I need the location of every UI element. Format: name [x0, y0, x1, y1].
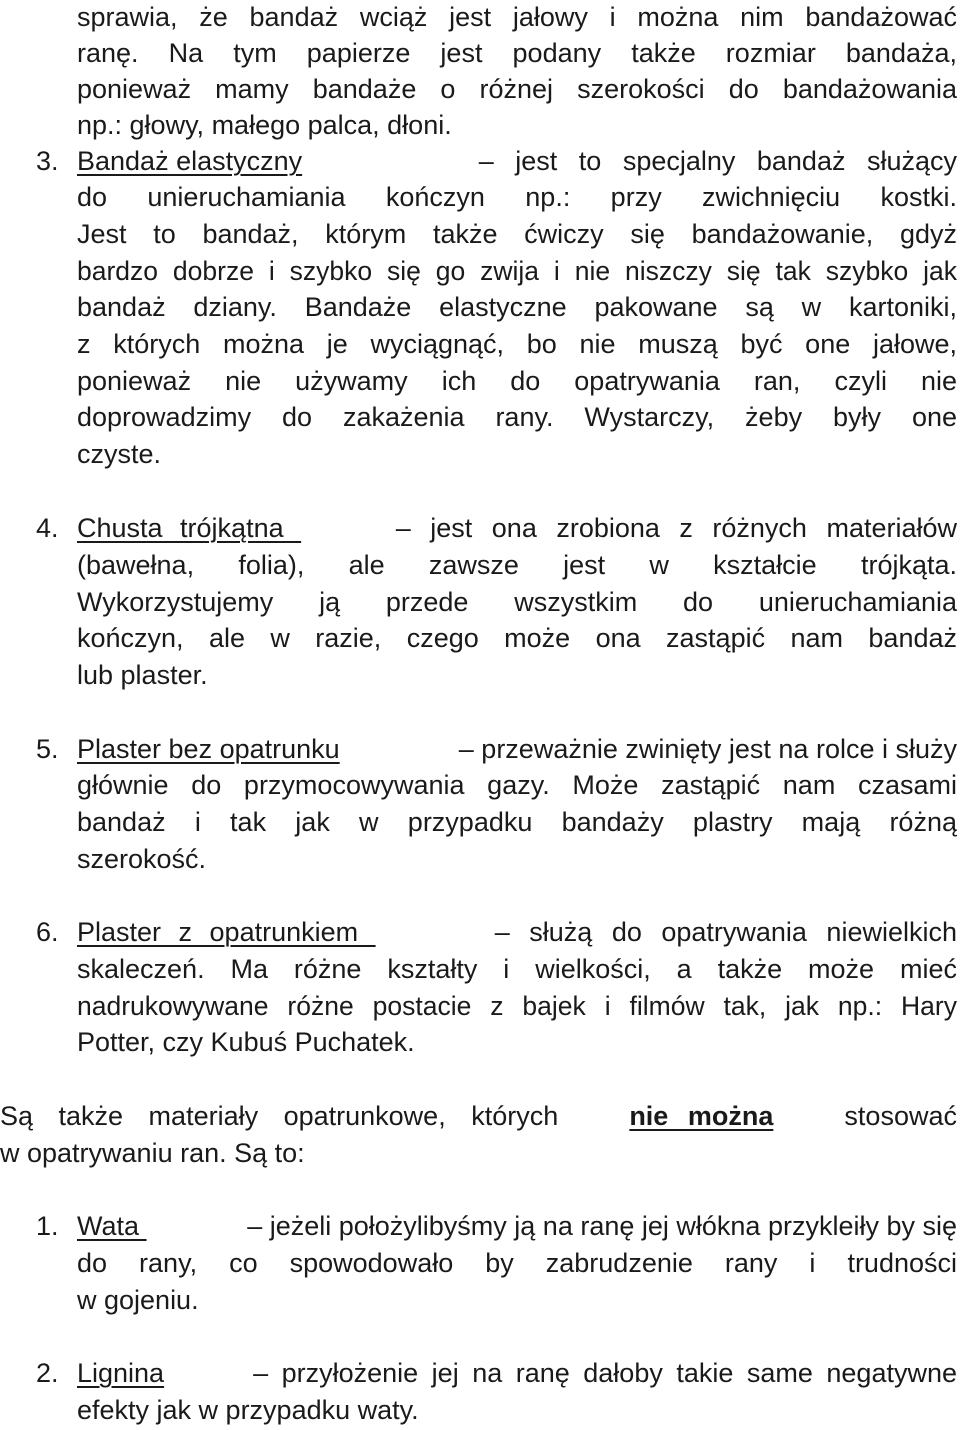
- item-3-line-7: ponieważ nie używamy ich do opatrywania ran, czyli nie: [77, 366, 957, 396]
- also-line-2: w opatrywaniu ran. Są to:: [0, 1138, 305, 1168]
- item-3-line-2: do unieruchamiania kończyn np.: przy zwichnięciu kostki.: [77, 182, 957, 212]
- list2-item-2-term: Lignina: [77, 1358, 165, 1388]
- list2-item-2-line-1-rest: – przyłożenie jej na ranę dałoby takie same negatywne: [253, 1358, 957, 1388]
- list2-item-1-number: 1.: [36, 1211, 59, 1241]
- item-3-line-1: [77, 143, 957, 179]
- intro-line-2: ranę. Na tym papierze jest podany także rozmiar bandaża,: [77, 38, 957, 68]
- item-3-line-6: z których można je wyciągnąć, bo nie muszą być one jałowe,: [77, 329, 957, 359]
- item-4-line-5: lub plaster.: [77, 660, 208, 690]
- item-6-line-2: skaleczeń. Ma różne kształty i wielkości, a także może mieć: [77, 954, 957, 984]
- intro-line-3: ponieważ mamy bandaże o różnej szerokości do bandażowania: [77, 74, 957, 104]
- item-6-line-1: [77, 914, 957, 950]
- item-5-line-1-rest: – przeważnie zwinięty jest na rolce i służy: [458, 734, 957, 764]
- also-line-1-b: stosować: [844, 1101, 957, 1131]
- item-3-line-3: Jest to bandaż, którym także ćwiczy się bandażowanie, gdyż: [77, 219, 957, 249]
- item-3-line-4: bardzo dobrze i szybko się go zwija i nie niszczy się tak szybko jak: [77, 256, 957, 286]
- item-6-line-3: nadrukowywane różne postacie z bajek i filmów tak, jak np.: Hary: [77, 991, 957, 1021]
- item-4-line-3: Wykorzystujemy ją przede wszystkim do unieruchamiania: [77, 587, 957, 617]
- item-6-line-1-rest: – służą do opatrywania niewielkich: [494, 917, 957, 947]
- list2-item-1-line-2: do rany, co spowodowało by zabrudzenie rany i trudności: [77, 1248, 957, 1278]
- item-4-line-1-rest: – jest ona zrobiona z różnych materiałów: [395, 513, 957, 543]
- list2-item-1-line-1: [77, 1208, 957, 1244]
- item-5-line-1: [77, 731, 957, 767]
- also-line-1-a: Są także materiały opatrunkowe, których: [0, 1101, 559, 1131]
- item-4-line-4: kończyn, ale w razie, czego może ona zastąpić nam bandaż: [77, 623, 957, 653]
- item-3-line-8: doprowadzimy do zakażenia rany. Wystarczy, żeby były one: [77, 402, 957, 432]
- item-4-line-2: (bawełna, folia), ale zawsze jest w kształcie trójkąta.: [77, 550, 957, 580]
- item-6-number: 6.: [36, 917, 59, 947]
- item-6-line-4: Potter, czy Kubuś Puchatek.: [77, 1027, 415, 1057]
- item-3-line-1-rest: – jest to specjalny bandaż służący: [478, 146, 957, 176]
- item-3-line-5: bandaż dziany. Bandaże elastyczne pakowane są w kartoniki,: [77, 292, 957, 322]
- item-4-number: 4.: [36, 513, 59, 543]
- item-3-line-9: czyste.: [77, 439, 162, 469]
- item-4-term: Chusta trójkątna: [77, 513, 302, 543]
- list2-item-1-line-3: w gojeniu.: [77, 1285, 199, 1315]
- list2-item-1-term: Wata: [77, 1211, 147, 1241]
- item-4-line-1: [77, 510, 957, 546]
- intro-line-1: sprawia, że bandaż wciąż jest jałowy i można nim bandażować: [77, 2, 957, 32]
- item-5-line-4: szerokość.: [77, 844, 207, 874]
- list2-item-1-line-1-rest: – jeżeli położylibyśmy ją na ranę jej włókna przykleiły by się: [247, 1211, 957, 1241]
- item-6-term: Plaster z opatrunkiem: [77, 917, 376, 947]
- also-line-1-emphasis: nie można: [629, 1101, 774, 1131]
- list2-item-2-line-2: efekty jak w przypadku waty.: [77, 1395, 419, 1425]
- item-5-line-3: bandaż i tak jak w przypadku bandaży plastry mają różną: [77, 807, 957, 837]
- also-line-1: [0, 1098, 957, 1134]
- item-3-number: 3.: [36, 146, 59, 176]
- list2-item-2-number: 2.: [36, 1358, 59, 1388]
- item-5-number: 5.: [36, 734, 59, 764]
- intro-line-4: np.: głowy, małego palca, dłoni.: [77, 110, 452, 140]
- list2-item-2-line-1: [77, 1355, 957, 1391]
- item-5-term: Plaster bez opatrunku: [77, 734, 340, 764]
- item-5-line-2: głównie do przymocowywania gazy. Może zastąpić nam czasami: [77, 770, 957, 800]
- item-3-term: Bandaż elastyczny: [77, 146, 303, 176]
